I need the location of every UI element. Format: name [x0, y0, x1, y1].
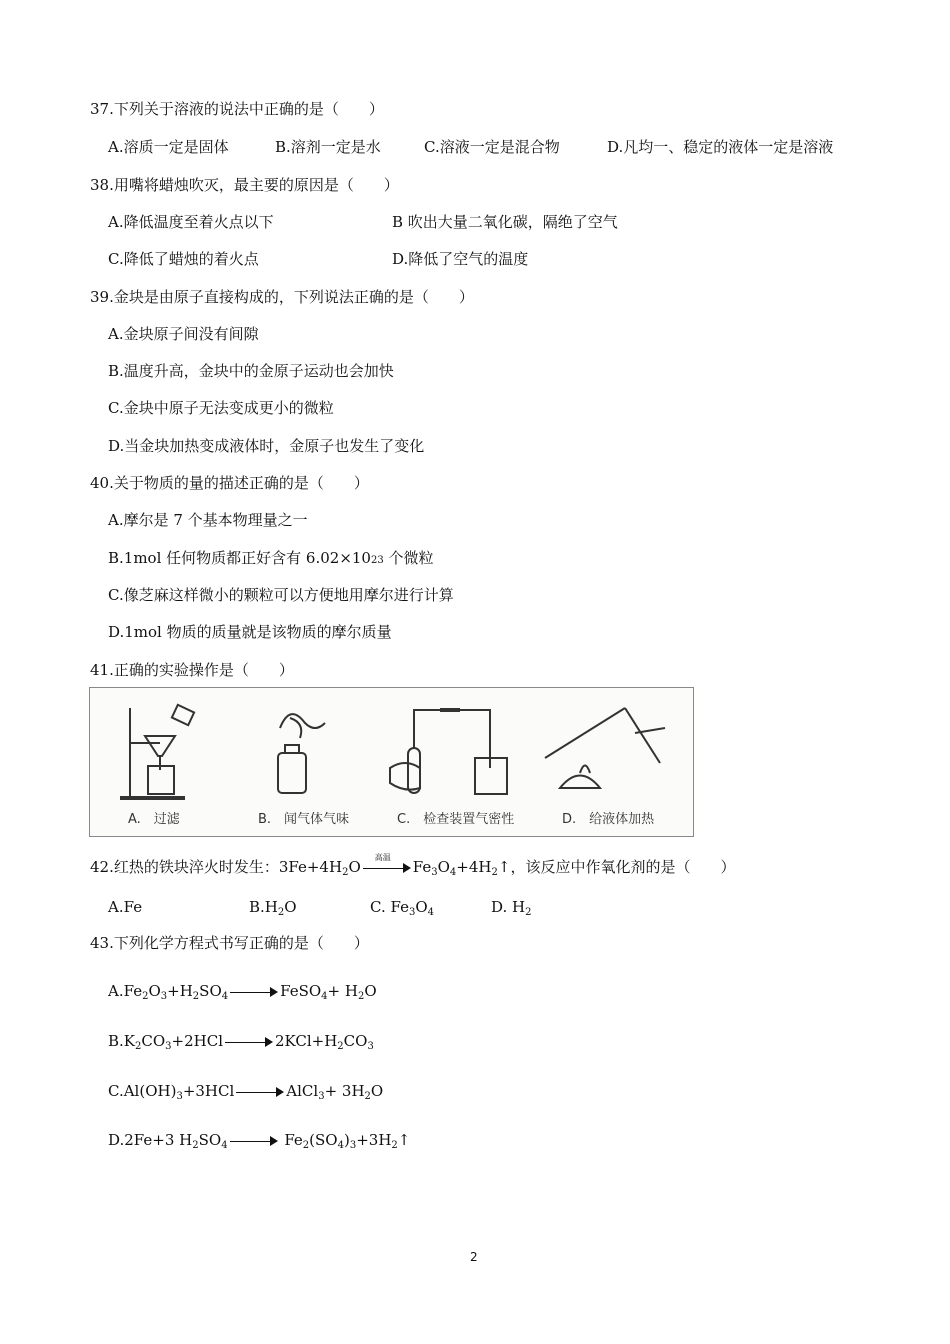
- question-39-option-b: B.温度升高，金块中的金原子运动也会加快: [108, 362, 394, 380]
- question-38-option-a: A.降低温度至着火点以下: [108, 213, 274, 231]
- question-38-option-c: C.降低了蜡烛的着火点: [108, 250, 259, 268]
- question-38-stem: 38.用嘴将蜡烛吹灭，最主要的原因是（ ）: [90, 176, 399, 194]
- question-43-stem: 43.下列化学方程式书写正确的是（ ）: [90, 934, 369, 952]
- reaction-arrow: 高温: [363, 862, 411, 874]
- question-37-option-a: A.溶质一定是固体: [108, 138, 229, 156]
- heating-liquid: [545, 708, 665, 788]
- caption-c: C. 检查装置气密性: [397, 812, 515, 827]
- question-40-option-d: D.1mol 物质的质量就是该物质的摩尔质量: [108, 623, 392, 641]
- question-39-option-a: A.金块原子间没有间隙: [108, 325, 259, 343]
- question-38-option-b: B 吹出大量二氧化碳，隔绝了空气: [392, 213, 618, 231]
- question-42-option-a: A.Fe: [108, 898, 143, 916]
- question-37-option-d: D.凡均一、稳定的液体一定是溶液: [607, 138, 834, 156]
- question-39-option-d: D.当金块加热变成液体时，金原子也发生了变化: [108, 437, 425, 455]
- question-37-stem: 37.下列关于溶液的说法中正确的是（ ）: [90, 100, 384, 118]
- question-43-option-c: $C.Al(OH)_3+3HCl$ AlCl$_3$+ $3H_2O$: [108, 1082, 384, 1102]
- smell-gas-bottle: [278, 714, 325, 793]
- page-number: 2: [470, 1250, 478, 1264]
- airtightness-check: [390, 710, 507, 794]
- question-41-stem: 41.正确的实验操作是（ ）: [90, 661, 294, 679]
- question-43-option-d: D.2Fe+3 $H_2SO_4$ $Fe_2(SO_4)_3+3H_2↑$: [108, 1131, 411, 1151]
- question-42-option-c: C. $Fe_3O_4$: [370, 898, 435, 918]
- caption-d: D. 给液体加热: [562, 812, 655, 827]
- question-43-option-b: $B.K_2CO_3+2HCl$ $2KCl+H_2CO_3$: [108, 1032, 374, 1052]
- question-42-option-d: D. $H_2$: [491, 898, 532, 918]
- question-37-option-c: C.溶液一定是混合物: [424, 138, 560, 156]
- filtration-apparatus: [120, 705, 194, 798]
- question-40-stem: 40.关于物质的量的描述正确的是（ ）: [90, 474, 369, 492]
- question-40-option-c: C.像芝麻这样微小的颗粒可以方便地用摩尔进行计算: [108, 586, 454, 604]
- caption-a: A. 过滤: [128, 812, 180, 827]
- caption-b: B. 闻气体气味: [258, 812, 350, 827]
- question-43-option-a: $A.Fe_2O_3+H_2SO_4$ FeSO$_4$+ $H_2O$: [108, 982, 377, 1002]
- question-40-option-a: A.摩尔是 7 个基本物理量之一: [108, 511, 308, 529]
- question-37-option-b: B.溶剂一定是水: [275, 138, 381, 156]
- question-38-option-d: D.降低了空气的温度: [392, 250, 529, 268]
- question-42-option-b: $B.H_2O$: [249, 898, 297, 918]
- question-39-option-c: C.金块中原子无法变成更小的微粒: [108, 399, 334, 417]
- question-39-stem: 39.金块是由原子直接构成的，下列说法正确的是（ ）: [90, 288, 474, 306]
- experiment-figure: [89, 687, 694, 837]
- question-42-stem: 42.红热的铁块淬火时发生：$3Fe+4H_2O$ 高温 $Fe_3O_4+4H_2↑$，该反应中作氧化剂的是（ ）: [90, 853, 736, 878]
- question-40-option-b: B.1mol 任何物质都正好含有 6.02×1023 个微粒: [108, 549, 434, 567]
